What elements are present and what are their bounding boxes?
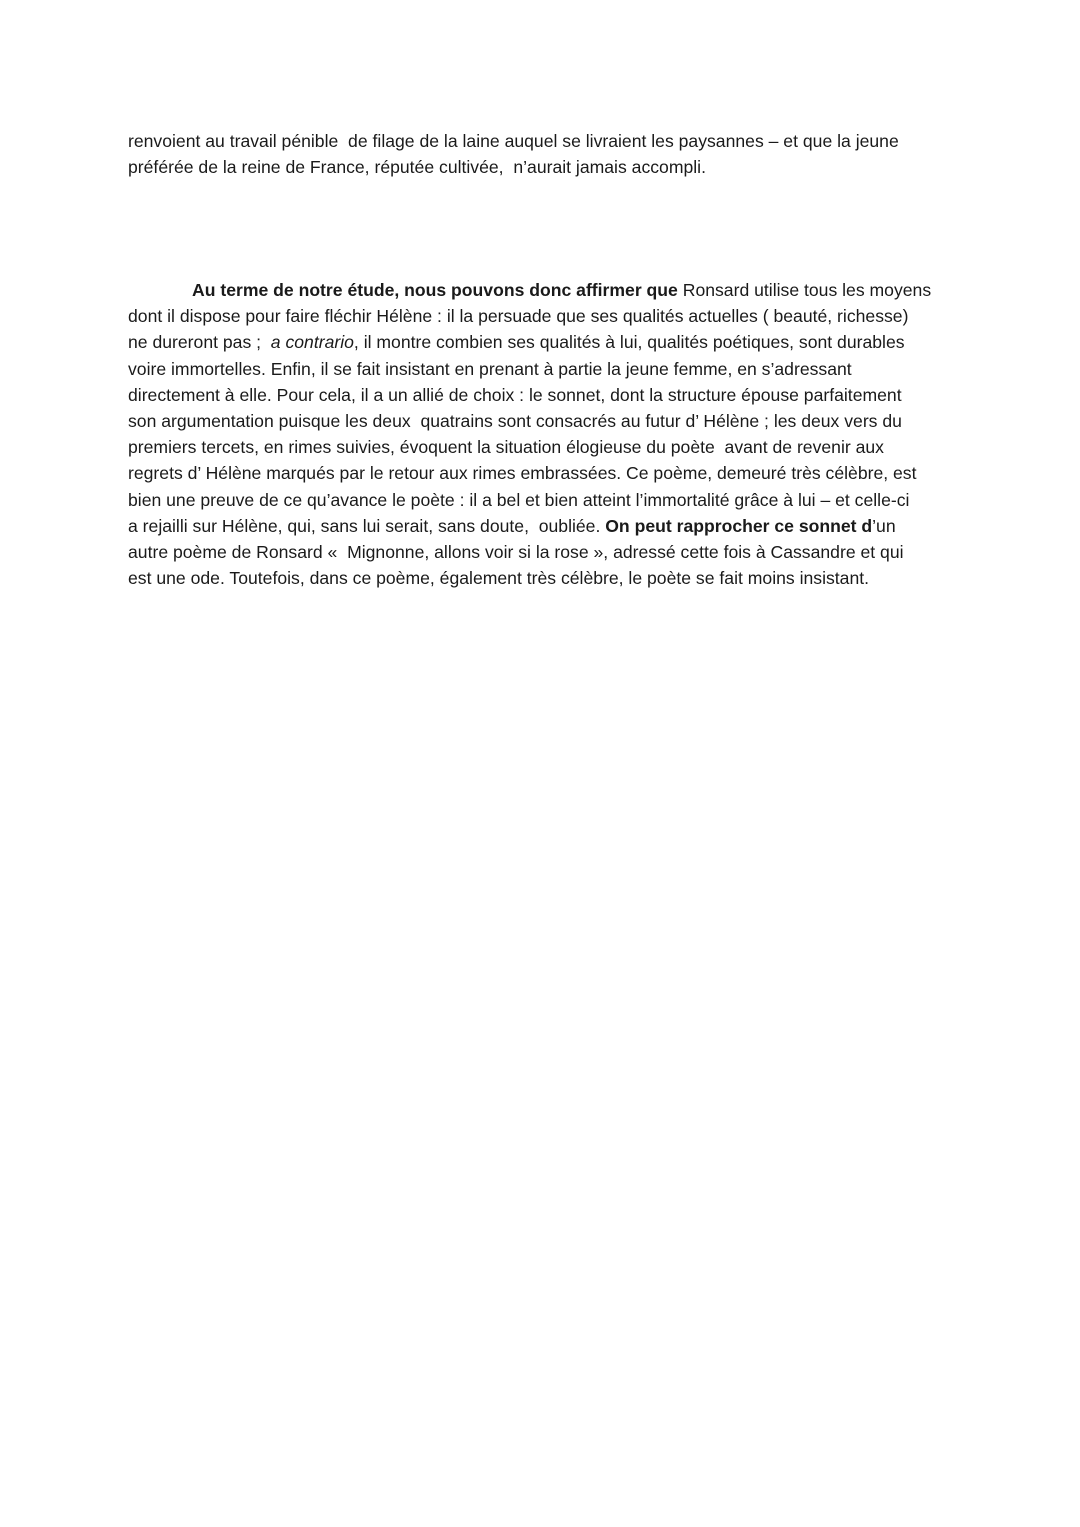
text-run: ’un — [872, 515, 896, 536]
text-line: dont il dispose pour faire fléchir Hélène : il la persuade que ses qualités actuelles ( beauté, richesse) — [128, 306, 909, 327]
italic-term: a contrario — [270, 332, 354, 353]
text-line: renvoient au travail pénible de filage de la laine auquel se livraient les paysannes – et que la jeune — [128, 131, 899, 151]
text-line: autre poème de Ronsard « Mignonne, allons voir si la rose », adressé cette fois à Cassandre et qui — [128, 542, 904, 563]
text-line — [128, 513, 958, 539]
text-run: a rejailli sur Hélène, qui, sans lui serait, sans doute, oubliée. — [128, 515, 606, 536]
text-line: directement à elle. Pour cela, il a un allié de choix : le sonnet, dont la structure épouse parfaitement — [128, 384, 902, 405]
text-line: premiers tercets, en rimes suivies, évoquent la situation élogieuse du poète avant de revenir aux — [128, 437, 884, 458]
text-line: son argumentation puisque les deux quatrains sont consacrés au futur d’ Hélène ; les deux vers du — [128, 411, 902, 432]
text-run: , il montre combien ses qualités à lui, qualités poétiques, sont durables — [353, 332, 905, 353]
text-run: Ronsard utilise tous les moyens — [677, 280, 932, 300]
paragraph-conclusion — [128, 277, 958, 591]
text-line: est une ode. Toutefois, dans ce poème, également très célèbre, le poète se fait moins insistant. — [128, 568, 870, 589]
text-line: bien une preuve de ce qu’avance le poète : il a bel et bien atteint l’immortalité grâce à lui – et celle-ci — [128, 489, 910, 510]
bold-intro: Au terme de notre étude, nous pouvons donc affirmer que — [192, 280, 678, 300]
paragraph-continuation — [128, 128, 958, 180]
text-line: voire immortelles. Enfin, il se fait insistant en prenant à partie la jeune femme, en s’adressant — [128, 358, 852, 379]
text-run: ne dureront pas ; — [128, 332, 271, 353]
text-line: préférée de la reine de France, réputée cultivée, n’aurait jamais accompli. — [128, 157, 706, 178]
bold-transition: On peut rapprocher ce sonnet d — [605, 515, 873, 536]
text-line — [128, 277, 958, 303]
text-line — [128, 329, 958, 355]
text-line: regrets d’ Hélène marqués par le retour aux rimes embrassées. Ce poème, demeuré très célèbre, est — [128, 463, 917, 484]
